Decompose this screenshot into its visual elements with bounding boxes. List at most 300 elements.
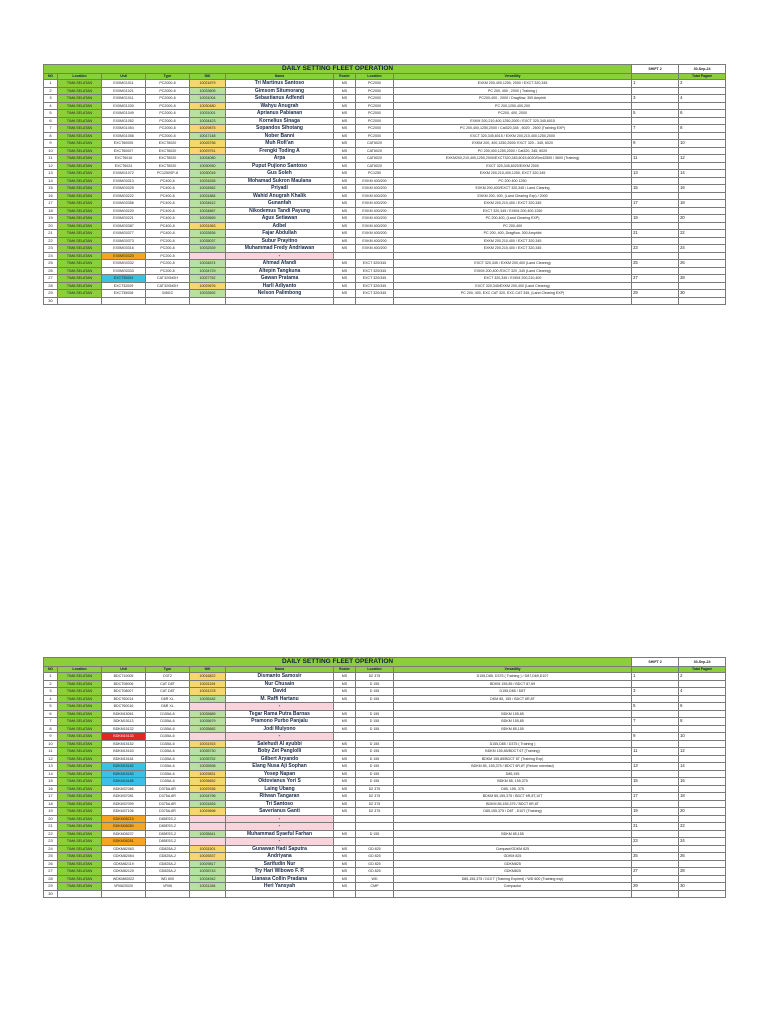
pagare-left bbox=[632, 800, 679, 808]
versatility-cell: Compact/GDKM 825 bbox=[394, 845, 632, 853]
row-number: 13 bbox=[44, 763, 58, 771]
work-location-cell: PC2000 bbox=[356, 95, 394, 103]
nik-cell: 10017148 bbox=[190, 132, 226, 140]
table-row bbox=[44, 170, 726, 178]
table-row bbox=[44, 215, 726, 223]
roster-cell: MS bbox=[334, 192, 356, 200]
location-cell: TIMA SELATAN bbox=[58, 200, 102, 208]
operator-name: M. Raffi Hartanu bbox=[226, 695, 334, 703]
table-row bbox=[44, 763, 726, 771]
nik-cell: 10035037 bbox=[190, 237, 226, 245]
pagare-left: 5 bbox=[632, 110, 679, 118]
roster-cell: MS bbox=[334, 748, 356, 756]
unit-cell: EXCT32009 bbox=[102, 282, 146, 290]
row-number: 22 bbox=[44, 237, 58, 245]
unit-cell: BDKM15182 bbox=[102, 763, 146, 771]
type-cell: CAT D8T bbox=[146, 680, 190, 688]
versatility-cell: D155,D85 / D8T bbox=[394, 688, 632, 696]
fleet-sheet-2 bbox=[43, 657, 725, 898]
versatility-cell: D85, 155, 375 bbox=[394, 785, 632, 793]
row-number: 27 bbox=[44, 868, 58, 876]
work-location-cell: D2 375 bbox=[356, 808, 394, 816]
row-number: 4 bbox=[44, 695, 58, 703]
versatility-cell: GDKM 825 bbox=[394, 853, 632, 861]
pagare-left: 29 bbox=[632, 883, 679, 891]
nik-cell: 10031501 bbox=[190, 845, 226, 853]
pagare-right: 4 bbox=[679, 688, 726, 696]
roster-cell: MS bbox=[334, 845, 356, 853]
versatility-cell: EXKM 200,210,400,1250, EXCT 320,345 bbox=[394, 170, 632, 178]
roster-cell: MS bbox=[334, 155, 356, 163]
table-row bbox=[44, 222, 726, 230]
location-cell: TIMA SELATAN bbox=[58, 838, 102, 846]
row-number: 19 bbox=[44, 215, 58, 223]
unit-cell: BDKM15185 bbox=[102, 778, 146, 786]
unit-cell: BDKM37081 bbox=[102, 793, 146, 801]
pagare-left bbox=[632, 177, 679, 185]
location-cell: TIMA SELATAN bbox=[58, 282, 102, 290]
versatility-cell: EXKM 200, 400,1250,2000/ EXCT 320 - 345, 6020 bbox=[394, 140, 632, 148]
pagare-right: 4 bbox=[679, 95, 726, 103]
work-location-cell bbox=[356, 838, 394, 846]
type-cell: WD 600 bbox=[146, 875, 190, 883]
type-cell: EXCT6020 bbox=[146, 155, 190, 163]
pagare-right: 8 bbox=[679, 718, 726, 726]
versatility-cell: D85,155 bbox=[394, 770, 632, 778]
location-cell: TIMA SELATAN bbox=[58, 875, 102, 883]
roster-cell: MS bbox=[334, 222, 356, 230]
unit-cell: EX0MG0316 bbox=[102, 245, 146, 253]
unit-cell: GDKM82120 bbox=[102, 868, 146, 876]
work-location-cell bbox=[356, 733, 394, 741]
table-row bbox=[44, 275, 726, 283]
nik-cell: 10031826 bbox=[190, 800, 226, 808]
location-cell: TIMA SELATAN bbox=[58, 110, 102, 118]
row-number: 28 bbox=[44, 875, 58, 883]
versatility-cell: BDKM 85,155 bbox=[394, 830, 632, 838]
column-header: Total Pagare bbox=[679, 667, 726, 673]
pagare-left: 19 bbox=[632, 215, 679, 223]
type-cell: PC2000-8 bbox=[146, 102, 190, 110]
nik-cell: 10030480 bbox=[190, 102, 226, 110]
pagare-right bbox=[679, 830, 726, 838]
versatility-cell bbox=[394, 252, 632, 260]
pagare-left: 7 bbox=[632, 125, 679, 133]
pagare-right bbox=[679, 87, 726, 95]
roster-cell: MS bbox=[334, 740, 356, 748]
location-cell: TIMA SELATAN bbox=[58, 830, 102, 838]
row-number: 14 bbox=[44, 177, 58, 185]
location-cell: TIMA SELATAN bbox=[58, 748, 102, 756]
table-row bbox=[44, 192, 726, 200]
date-label: 30-Sep-24 bbox=[679, 65, 726, 74]
pagare-right: 2 bbox=[679, 80, 726, 88]
pagare-right bbox=[679, 890, 726, 898]
pagare-right: 24 bbox=[679, 838, 726, 846]
roster-cell: MS bbox=[334, 102, 356, 110]
operator-name: Adbel bbox=[226, 222, 334, 230]
pagare-left: 3 bbox=[632, 688, 679, 696]
pagare-left bbox=[632, 267, 679, 275]
pagare-left bbox=[632, 207, 679, 215]
unit-cell: BDCT60014 bbox=[102, 695, 146, 703]
nik-cell: 10034867 bbox=[190, 207, 226, 215]
pagare-right: 20 bbox=[679, 808, 726, 816]
versatility-cell bbox=[394, 815, 632, 823]
versatility-cell: EXCT 320,345,6020/EXKM 2000 bbox=[394, 162, 632, 170]
work-location-cell: D 155 bbox=[356, 695, 394, 703]
row-number: 19 bbox=[44, 808, 58, 816]
table-row bbox=[44, 740, 726, 748]
table-row bbox=[44, 252, 726, 260]
unit-cell: BDKM37099 bbox=[102, 800, 146, 808]
nik-cell: 10035682 bbox=[190, 725, 226, 733]
row-number: 20 bbox=[44, 815, 58, 823]
pagare-right: 18 bbox=[679, 793, 726, 801]
unit-cell: VR0620020 bbox=[102, 883, 146, 891]
operator-name: Harli Adiyanto bbox=[226, 282, 334, 290]
operator-name: Kornelius Sinaga bbox=[226, 117, 334, 125]
unit-cell: BDKM37106 bbox=[102, 808, 146, 816]
work-location-cell: D 155 bbox=[356, 725, 394, 733]
unit-cell bbox=[102, 297, 146, 305]
nik-cell: 10031284 bbox=[190, 883, 226, 891]
pagare-right bbox=[679, 297, 726, 305]
location-cell: TIMA SELATAN bbox=[58, 688, 102, 696]
roster-cell bbox=[334, 733, 356, 741]
work-location-cell: GD 825 bbox=[356, 868, 394, 876]
type-cell: D155A-6 bbox=[146, 763, 190, 771]
row-number: 5 bbox=[44, 110, 58, 118]
type-cell: PC200-8 bbox=[146, 237, 190, 245]
type-cell: 345GC bbox=[146, 290, 190, 298]
versatility-cell bbox=[394, 733, 632, 741]
work-location-cell: EXKM 400/200 bbox=[356, 200, 394, 208]
nik-cell bbox=[190, 733, 226, 741]
pagare-right: 2 bbox=[679, 673, 726, 681]
nik-cell: 10031001 bbox=[190, 110, 226, 118]
pagare-left: 17 bbox=[632, 200, 679, 208]
pagare-left: 5 bbox=[632, 703, 679, 711]
table-row bbox=[44, 132, 726, 140]
work-location-cell: CAT6020 bbox=[356, 147, 394, 155]
table-row bbox=[44, 875, 726, 883]
roster-cell bbox=[334, 890, 356, 898]
pagare-left bbox=[632, 132, 679, 140]
nik-cell: 10035679 bbox=[190, 718, 226, 726]
type-cell: D155A-6 bbox=[146, 733, 190, 741]
type-cell: D85ESS-2 bbox=[146, 823, 190, 831]
roster-cell bbox=[334, 838, 356, 846]
nik-cell: 10030016 bbox=[190, 170, 226, 178]
roster-cell: MS bbox=[334, 267, 356, 275]
nik-cell: 10035641 bbox=[190, 830, 226, 838]
location-cell: TIMA SELATAN bbox=[58, 162, 102, 170]
pagare-right bbox=[679, 815, 726, 823]
column-header: Location bbox=[58, 74, 102, 80]
column-header: Nama bbox=[226, 74, 334, 80]
location-cell: TIMA SELATAN bbox=[58, 147, 102, 155]
operator-name: Arpa bbox=[226, 155, 334, 163]
pagare-left bbox=[632, 237, 679, 245]
work-location-cell: EXCT 320/345 bbox=[356, 260, 394, 268]
roster-cell: MS bbox=[334, 763, 356, 771]
row-number: 26 bbox=[44, 860, 58, 868]
operator-name: Pramono Purbo Panjalu bbox=[226, 718, 334, 726]
row-number: 15 bbox=[44, 778, 58, 786]
unit-cell: EX0MG0373 bbox=[102, 237, 146, 245]
location-cell: TIMA SELATAN bbox=[58, 845, 102, 853]
unit-cell: GDKM82119 bbox=[102, 860, 146, 868]
row-number: 10 bbox=[44, 147, 58, 155]
nik-cell: 10031884 bbox=[190, 192, 226, 200]
type-cell: EXCT6020 bbox=[146, 140, 190, 148]
type-cell: D375A-6R bbox=[146, 785, 190, 793]
versatility-cell: PC 200,400,1250,2000 / Cat320,345 , 6020 , 2600 (Training EXP) bbox=[394, 125, 632, 133]
row-number: 28 bbox=[44, 282, 58, 290]
operator-name: Priyadi bbox=[226, 185, 334, 193]
table-row bbox=[44, 703, 726, 711]
versatility-cell: EXKM 200,210,400 / EXCT 320,345 bbox=[394, 245, 632, 253]
table-row bbox=[44, 673, 726, 681]
versatility-cell: EXKM 200,400 /EXCT 320 ,345 (Land Clearing) bbox=[394, 267, 632, 275]
work-location-cell: GD 825 bbox=[356, 845, 394, 853]
type-cell: PC2000-8 bbox=[146, 110, 190, 118]
pagare-right: 6 bbox=[679, 110, 726, 118]
location-cell: TIMA SELATAN bbox=[58, 778, 102, 786]
unit-cell: EX0MG1049 bbox=[102, 110, 146, 118]
type-cell: PC2000-8 bbox=[146, 132, 190, 140]
operator-name: - bbox=[226, 815, 334, 823]
row-number: 9 bbox=[44, 140, 58, 148]
table-row bbox=[44, 733, 726, 741]
table-row bbox=[44, 695, 726, 703]
roster-cell: MS bbox=[334, 830, 356, 838]
pagare-right bbox=[679, 740, 726, 748]
type-cell: PC200-8 bbox=[146, 260, 190, 268]
row-number: 1 bbox=[44, 80, 58, 88]
row-number: 24 bbox=[44, 252, 58, 260]
work-location-cell: EXKM 400/200 bbox=[356, 177, 394, 185]
type-cell: D6R XL bbox=[146, 703, 190, 711]
location-cell: TIMA SELATAN bbox=[58, 102, 102, 110]
operator-name: Laing Ubang bbox=[226, 785, 334, 793]
operator-name: Andriyana bbox=[226, 853, 334, 861]
nik-cell: 10032539 bbox=[190, 245, 226, 253]
pagare-right bbox=[679, 267, 726, 275]
roster-cell: MS bbox=[334, 230, 356, 238]
versatility-cell: D155,D85 / D375 ( Training ) bbox=[394, 740, 632, 748]
row-number: 3 bbox=[44, 688, 58, 696]
row-number: 29 bbox=[44, 290, 58, 298]
fleet-table-2 bbox=[43, 657, 726, 898]
nik-cell bbox=[190, 703, 226, 711]
pagare-left bbox=[632, 252, 679, 260]
type-cell: D85ESS-2 bbox=[146, 830, 190, 838]
pagare-right bbox=[679, 207, 726, 215]
versatility-cell: D85,155,375 / D10 T (Training Expired) / WD 600 (Training exp) bbox=[394, 875, 632, 883]
operator-name: Sarifudin Nur bbox=[226, 860, 334, 868]
unit-cell: BDKM15163 bbox=[102, 748, 146, 756]
work-location-cell: GD 825 bbox=[356, 853, 394, 861]
nik-cell: 10034562 bbox=[190, 185, 226, 193]
unit-cell: BDKM15181 bbox=[102, 755, 146, 763]
row-number: 5 bbox=[44, 703, 58, 711]
operator-name: Muhammad Fredy Andriawan bbox=[226, 245, 334, 253]
unit-cell: BDKM15061 bbox=[102, 710, 146, 718]
unit-cell: EX0MG1072 bbox=[102, 170, 146, 178]
type-cell: PC400-8 bbox=[146, 215, 190, 223]
table-row bbox=[44, 860, 726, 868]
type-cell: PC200-8 bbox=[146, 252, 190, 260]
pagare-left: 9 bbox=[632, 733, 679, 741]
unit-cell: EX0MG1054 bbox=[102, 125, 146, 133]
pagare-left: 17 bbox=[632, 793, 679, 801]
nik-cell: 10029817 bbox=[190, 860, 226, 868]
location-cell: TIMA SELATAN bbox=[58, 125, 102, 133]
versatility-cell bbox=[394, 823, 632, 831]
roster-cell: MS bbox=[334, 245, 356, 253]
work-location-cell: GD 825 bbox=[356, 860, 394, 868]
nik-cell: 10029751 bbox=[190, 147, 226, 155]
operator-name: Ritwan Tangaran bbox=[226, 793, 334, 801]
column-header: Versatility bbox=[394, 667, 632, 673]
unit-cell: WDKM60022 bbox=[102, 875, 146, 883]
roster-cell: MS bbox=[334, 117, 356, 125]
pagare-right bbox=[679, 132, 726, 140]
table-row bbox=[44, 125, 726, 133]
versatility-cell: BDKM 155,85 / BDCT 87,69 bbox=[394, 680, 632, 688]
work-location-cell: EXKM 400/200 bbox=[356, 222, 394, 230]
type-cell: D85ESS-2 bbox=[146, 815, 190, 823]
pagare-right bbox=[679, 237, 726, 245]
versatility-cell: BDKM 85, 155,375 bbox=[394, 778, 632, 786]
operator-name: Nur Chusain bbox=[226, 680, 334, 688]
work-location-cell bbox=[356, 703, 394, 711]
pagare-right bbox=[679, 102, 726, 110]
unit-cell: EX0MG0320 bbox=[102, 252, 146, 260]
unit-cell: EX0MG0222 bbox=[102, 192, 146, 200]
pagare-right bbox=[679, 252, 726, 260]
row-number: 7 bbox=[44, 125, 58, 133]
roster-cell: MS bbox=[334, 808, 356, 816]
unit-cell: EX0MG0332 bbox=[102, 260, 146, 268]
pagare-left: 25 bbox=[632, 260, 679, 268]
location-cell bbox=[58, 890, 102, 898]
row-number: 9 bbox=[44, 733, 58, 741]
operator-name: Dismanto Samosir bbox=[226, 673, 334, 681]
row-number: 12 bbox=[44, 162, 58, 170]
operator-name: Aprianus Pabianan bbox=[226, 110, 334, 118]
unit-cell: EXCT60007 bbox=[102, 147, 146, 155]
nik-cell bbox=[190, 890, 226, 898]
column-header: NO bbox=[44, 74, 58, 80]
row-number: 30 bbox=[44, 890, 58, 898]
versatility-cell: EXKM 200,210,400,1250,2000 / EXCT 320,345,6015 bbox=[394, 117, 632, 125]
pagare-left bbox=[632, 830, 679, 838]
unit-cell: EX0MG0387 bbox=[102, 222, 146, 230]
pagare-left: 23 bbox=[632, 245, 679, 253]
nik-cell: 10035182 bbox=[190, 695, 226, 703]
unit-cell: EXCT30004 bbox=[102, 275, 146, 283]
operator-name: Lianasa Collin Pradana bbox=[226, 875, 334, 883]
roster-cell: MS bbox=[334, 147, 356, 155]
unit-cell: EX0MG1021 bbox=[102, 87, 146, 95]
roster-cell: MS bbox=[334, 282, 356, 290]
location-cell: TIMA SELATAN bbox=[58, 703, 102, 711]
roster-cell: MS bbox=[334, 260, 356, 268]
roster-cell: MS bbox=[334, 770, 356, 778]
pagare-left bbox=[632, 845, 679, 853]
unit-cell: EX0MG0313 bbox=[102, 177, 146, 185]
nik-cell: 10031378 bbox=[190, 688, 226, 696]
operator-name: Agus Setiawan bbox=[226, 215, 334, 223]
pagare-right bbox=[679, 680, 726, 688]
operator-name: Wahid Anugrah Khalik bbox=[226, 192, 334, 200]
operator-name: Tegar Rama Putra Barnas bbox=[226, 710, 334, 718]
location-cell: TIMA SELATAN bbox=[58, 245, 102, 253]
work-location-cell bbox=[356, 297, 394, 305]
roster-cell: MS bbox=[334, 290, 356, 298]
table-row bbox=[44, 793, 726, 801]
nik-cell: 10029676 bbox=[190, 282, 226, 290]
versatility-cell: PC 200 400 1250 bbox=[394, 177, 632, 185]
table-row bbox=[44, 267, 726, 275]
operator-name: Gawan Pratama bbox=[226, 275, 334, 283]
row-number: 2 bbox=[44, 680, 58, 688]
nik-cell: 10031635 bbox=[190, 177, 226, 185]
type-cell: D155A-6 bbox=[146, 710, 190, 718]
operator-name: Gus Soleh bbox=[226, 170, 334, 178]
roster-cell: MS bbox=[334, 860, 356, 868]
nik-cell: 10031563 bbox=[190, 222, 226, 230]
pagare-left bbox=[632, 755, 679, 763]
table-row bbox=[44, 778, 726, 786]
unit-cell: EX0MG1011 bbox=[102, 80, 146, 88]
roster-cell: MS bbox=[334, 868, 356, 876]
type-cell: D6R XL bbox=[146, 695, 190, 703]
roster-cell: MS bbox=[334, 237, 356, 245]
location-cell: TIMA SELATAN bbox=[58, 192, 102, 200]
pagare-right: 18 bbox=[679, 200, 726, 208]
work-location-cell: PC1250 bbox=[356, 170, 394, 178]
nik-cell: 10035730 bbox=[190, 748, 226, 756]
column-header: Type bbox=[146, 667, 190, 673]
shift-label: SHIFT 2 bbox=[632, 658, 679, 667]
work-location-cell: EXKM 400/200 bbox=[356, 207, 394, 215]
type-cell: EXCT6020 bbox=[146, 162, 190, 170]
roster-cell: MS bbox=[334, 875, 356, 883]
column-header: Type bbox=[146, 74, 190, 80]
versatility-cell: PC 200,1250,400,200 bbox=[394, 102, 632, 110]
work-location-cell: D 155 bbox=[356, 748, 394, 756]
location-cell: TIMA SELATAN bbox=[58, 860, 102, 868]
pagare-right: 30 bbox=[679, 290, 726, 298]
location-cell: TIMA SELATAN bbox=[58, 177, 102, 185]
operator-name: Sebastianus Adfendi bbox=[226, 95, 334, 103]
pagare-left bbox=[632, 695, 679, 703]
row-number: 12 bbox=[44, 755, 58, 763]
column-header: Unit bbox=[102, 667, 146, 673]
work-location-cell: D 155 bbox=[356, 718, 394, 726]
column-header: Versatility bbox=[394, 74, 632, 80]
roster-cell: MS bbox=[334, 718, 356, 726]
versatility-cell: D85,155,375 / D8T , D10T (Training) bbox=[394, 808, 632, 816]
operator-name: Elang Nusa Aji Sophan bbox=[226, 763, 334, 771]
table-row bbox=[44, 162, 726, 170]
row-number: 18 bbox=[44, 800, 58, 808]
pagare-left: 21 bbox=[632, 823, 679, 831]
